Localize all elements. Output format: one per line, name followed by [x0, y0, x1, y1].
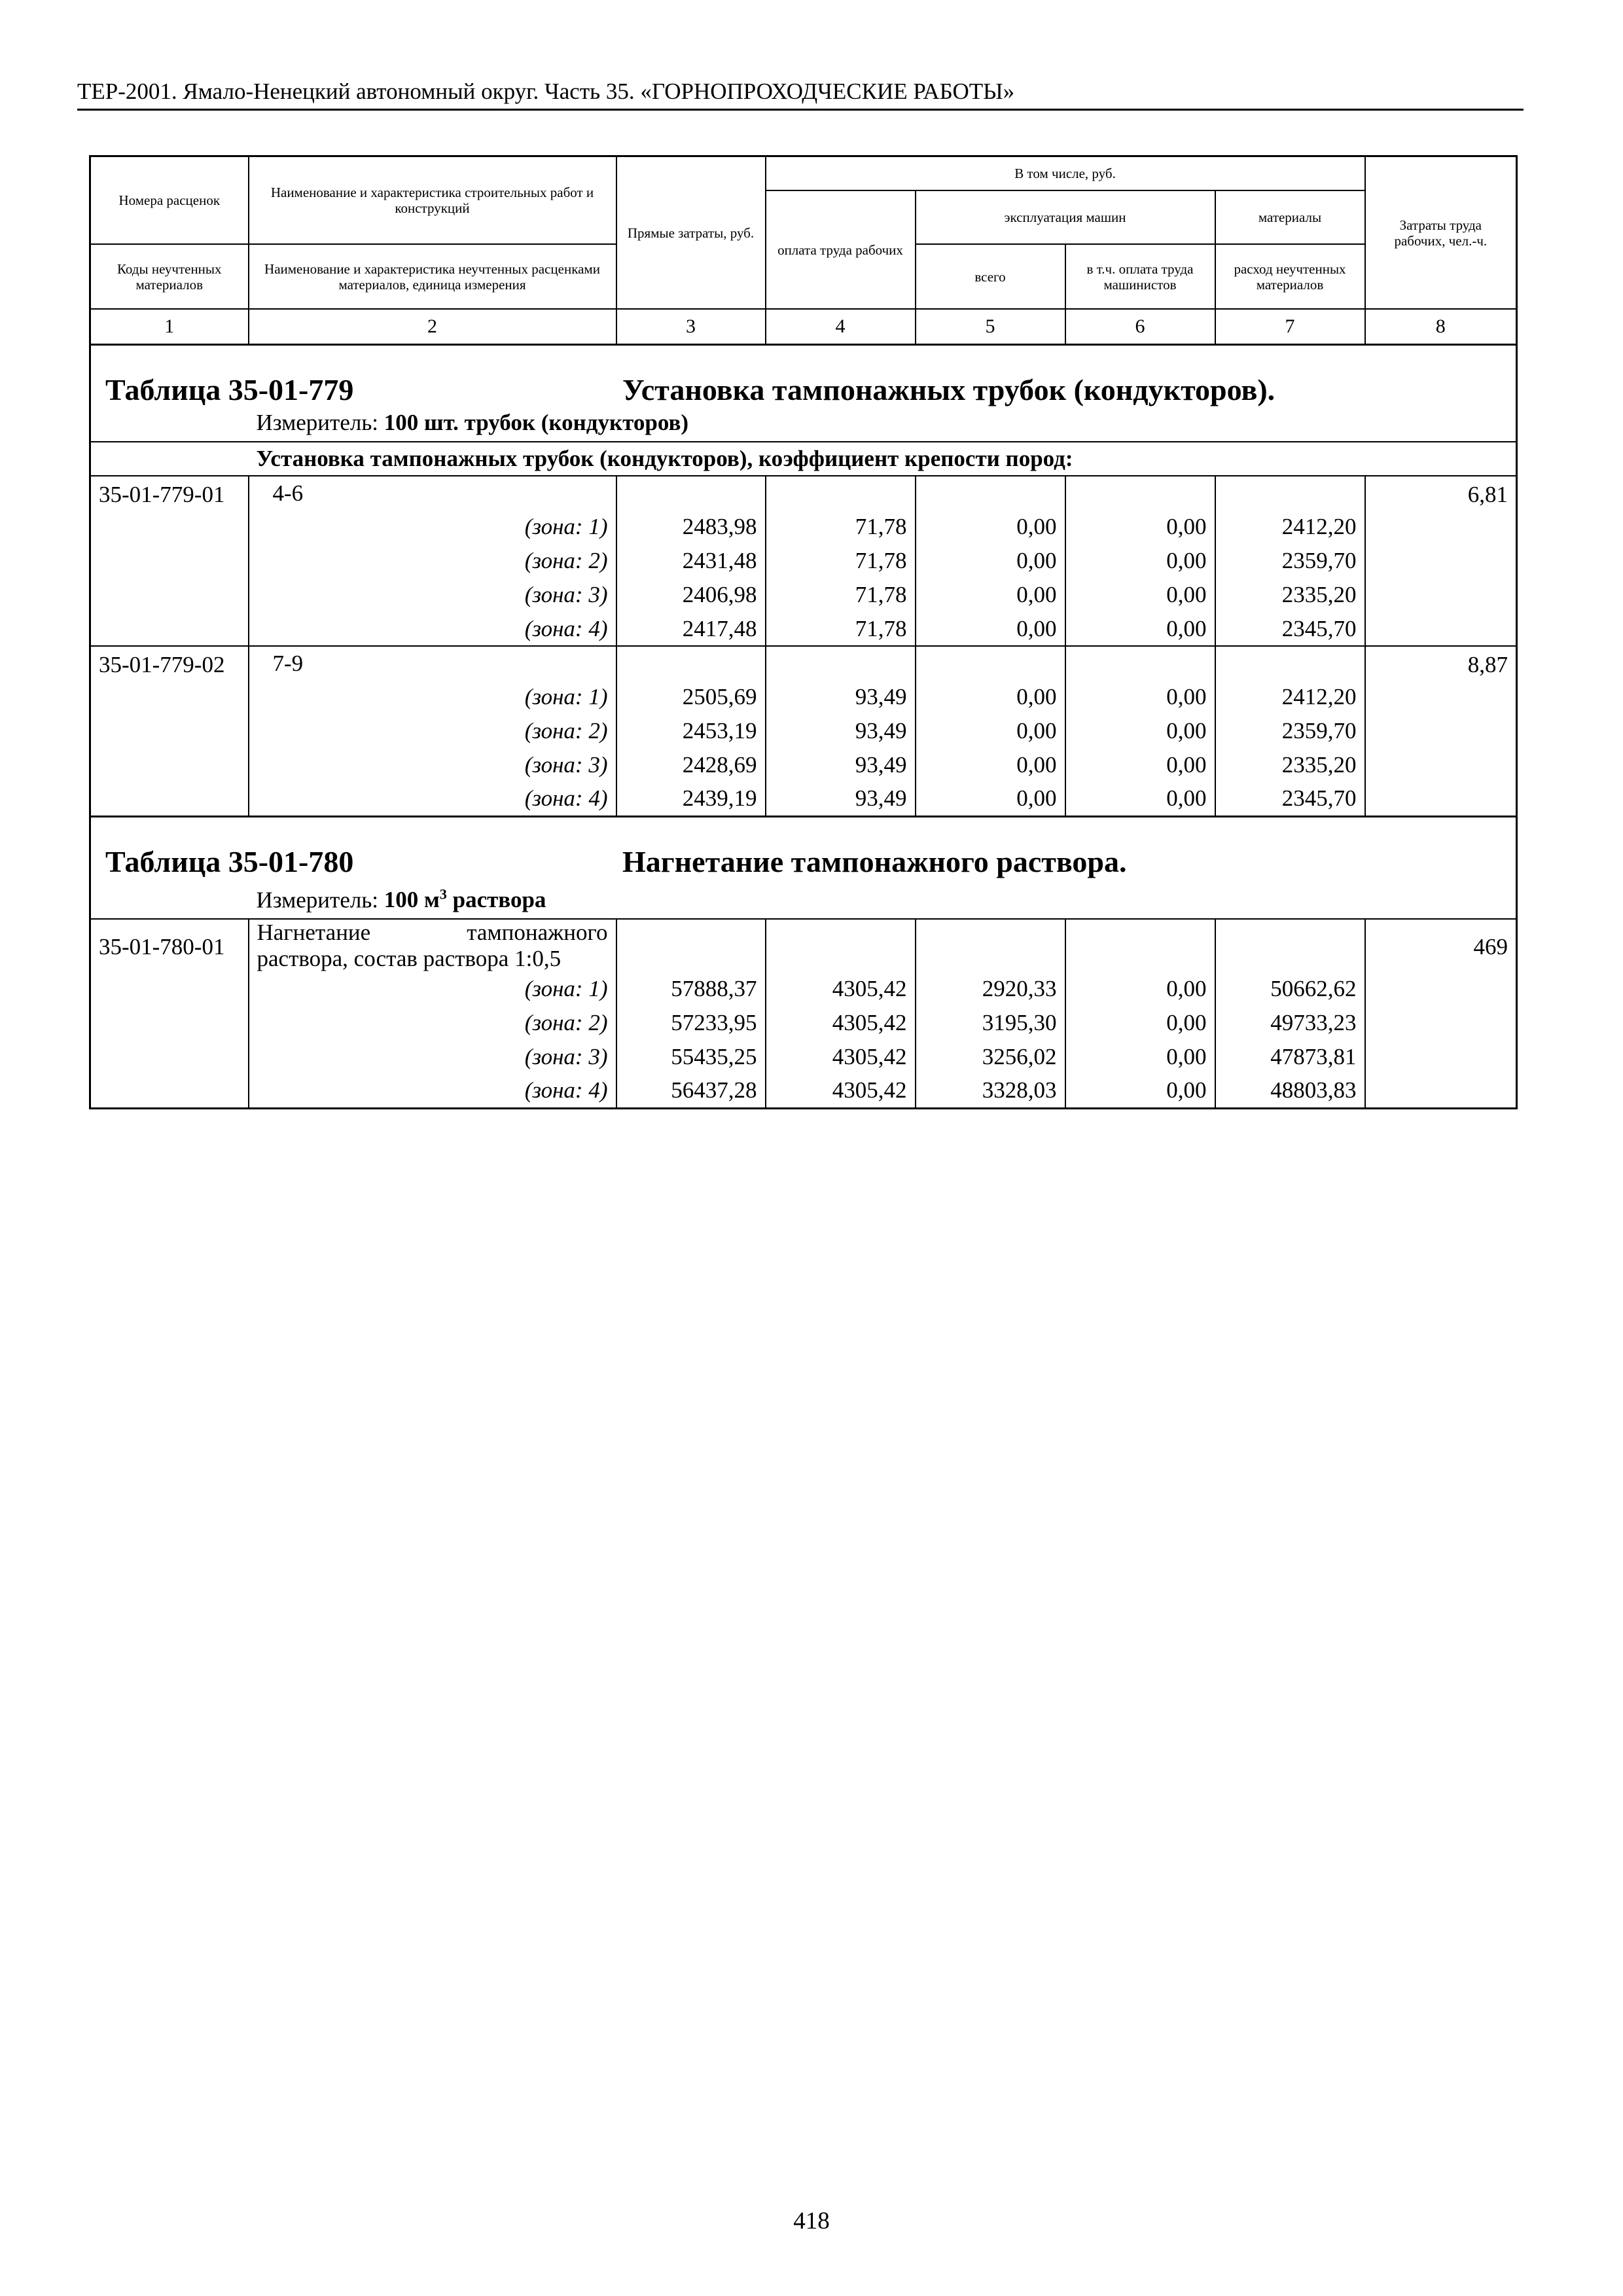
rate-description: 7-9 — [249, 646, 616, 680]
zone-row — [90, 1040, 1517, 1074]
zone-label: (зона: 3) — [524, 752, 608, 778]
machines-total: 0,00 — [916, 510, 1065, 544]
zone-row — [90, 578, 1517, 612]
labor-pay: 71,78 — [766, 578, 916, 612]
col-number: 1 — [90, 309, 249, 345]
zone-row — [90, 510, 1517, 544]
table-2-title: Нагнетание тампонажного раствора. — [622, 844, 1127, 878]
machinists-pay: 0,00 — [1065, 714, 1215, 748]
direct-cost: 2453,19 — [616, 714, 766, 748]
materials-cost: 2345,70 — [1215, 782, 1365, 816]
page-header: ТЕР-2001. Ямало-Ненецкий автономный округ. Часть 35. «ГОРНОПРОХОДЧЕСКИЕ РАБОТЫ» — [77, 77, 1524, 111]
zone-row — [90, 544, 1517, 578]
labor-pay: 71,78 — [766, 612, 916, 646]
zone-row — [90, 782, 1517, 816]
labor-pay: 4305,42 — [766, 1074, 916, 1108]
col-number: 5 — [916, 309, 1065, 345]
table-row — [90, 919, 1517, 972]
direct-cost: 2483,98 — [616, 510, 766, 544]
materials-cost: 2335,20 — [1215, 748, 1365, 782]
table-1-unit-row — [90, 408, 1517, 442]
zone-label: (зона: 2) — [524, 548, 608, 573]
zone-row — [90, 714, 1517, 748]
table-2-title-row — [90, 816, 1517, 880]
direct-cost: 2439,19 — [616, 782, 766, 816]
zone-row — [90, 1074, 1517, 1108]
table-row — [90, 646, 1517, 680]
direct-cost: 2428,69 — [616, 748, 766, 782]
table-2-number: Таблица 35-01-780 — [105, 844, 354, 878]
table-1-title: Установка тампонажных трубок (кондукторов). — [622, 373, 1275, 406]
col-number: 2 — [249, 309, 616, 345]
labor-pay: 93,49 — [766, 714, 916, 748]
col-number: 6 — [1065, 309, 1215, 345]
labor-pay: 71,78 — [766, 510, 916, 544]
direct-cost: 2417,48 — [616, 612, 766, 646]
table-1-subheading: Установка тампонажных трубок (кондукторов), коэффициент крепости пород: — [249, 442, 1517, 476]
materials-cost: 50662,62 — [1215, 972, 1365, 1006]
table-row — [90, 476, 1517, 510]
direct-cost: 2505,69 — [616, 680, 766, 714]
direct-cost: 57888,37 — [616, 972, 766, 1006]
table-1-subheading-row — [90, 442, 1517, 476]
zone-label: (зона: 3) — [524, 1044, 608, 1070]
machinists-pay: 0,00 — [1065, 544, 1215, 578]
table-2-unit-row — [90, 880, 1517, 920]
col-number: 3 — [616, 309, 766, 345]
machines-total: 3256,02 — [916, 1040, 1065, 1074]
zone-label: (зона: 4) — [524, 1077, 608, 1103]
table-2-unit-label: Измеритель: — [256, 887, 379, 913]
machines-total: 3195,30 — [916, 1006, 1065, 1040]
col-header-labor: оплата труда рабочих — [766, 190, 916, 309]
materials-cost: 48803,83 — [1215, 1074, 1365, 1108]
col-header-name-unaccounted: Наименование и характеристика неучтенных расценками материалов, единица измерения — [249, 244, 616, 309]
zone-row — [90, 612, 1517, 646]
col-header-labor-cost: Затраты труда рабочих, чел.-ч. — [1365, 156, 1517, 310]
machines-total: 0,00 — [916, 578, 1065, 612]
table-1-unit-value: 100 шт. трубок (кондукторов) — [383, 410, 689, 435]
col-header-name: Наименование и характеристика строительных работ и конструкций — [249, 156, 616, 245]
machinists-pay: 0,00 — [1065, 1006, 1215, 1040]
materials-cost: 2345,70 — [1215, 612, 1365, 646]
col-header-direct: Прямые затраты, руб. — [616, 156, 766, 310]
zone-label: (зона: 1) — [524, 514, 608, 539]
machines-total: 0,00 — [916, 714, 1065, 748]
machines-total: 0,00 — [916, 680, 1065, 714]
materials-cost: 2359,70 — [1215, 714, 1365, 748]
zone-row — [90, 1006, 1517, 1040]
rates-table — [89, 155, 1518, 1109]
table-1-unit-label: Измеритель: — [256, 410, 379, 435]
rate-code: 35-01-780-01 — [90, 919, 249, 972]
rate-code: 35-01-779-02 — [90, 646, 249, 680]
zone-label: (зона: 1) — [524, 976, 608, 1002]
machinists-pay: 0,00 — [1065, 1074, 1215, 1108]
direct-cost: 2406,98 — [616, 578, 766, 612]
col-header-consumption: расход неучтенных материалов — [1215, 244, 1365, 309]
materials-cost: 47873,81 — [1215, 1040, 1365, 1074]
machines-total: 0,00 — [916, 748, 1065, 782]
materials-cost: 2335,20 — [1215, 578, 1365, 612]
direct-cost: 56437,28 — [616, 1074, 766, 1108]
table-1-number: Таблица 35-01-779 — [105, 373, 354, 406]
machines-total: 2920,33 — [916, 972, 1065, 1006]
materials-cost: 49733,23 — [1215, 1006, 1365, 1040]
machinists-pay: 0,00 — [1065, 578, 1215, 612]
col-number: 7 — [1215, 309, 1365, 345]
direct-cost: 55435,25 — [616, 1040, 766, 1074]
table-1-title-row — [90, 345, 1517, 409]
zone-label: (зона: 2) — [524, 718, 608, 744]
zone-row — [90, 748, 1517, 782]
machines-total: 0,00 — [916, 782, 1065, 816]
labor-pay: 93,49 — [766, 782, 916, 816]
labor-pay: 4305,42 — [766, 1040, 916, 1074]
zone-label: (зона: 3) — [524, 582, 608, 607]
page-number: 418 — [793, 2208, 830, 2234]
zone-label: (зона: 4) — [524, 615, 608, 641]
labor-pay: 93,49 — [766, 680, 916, 714]
zone-label: (зона: 2) — [524, 1010, 608, 1036]
labor-pay: 71,78 — [766, 544, 916, 578]
zone-label: (зона: 4) — [524, 785, 608, 812]
machinists-pay: 0,00 — [1065, 972, 1215, 1006]
machinists-pay: 0,00 — [1065, 748, 1215, 782]
labor-pay: 4305,42 — [766, 1006, 916, 1040]
machinists-pay: 0,00 — [1065, 510, 1215, 544]
col-header-total: всего — [916, 244, 1065, 309]
labor-pay: 4305,42 — [766, 972, 916, 1006]
zone-label: (зона: 1) — [524, 684, 608, 709]
machinists-pay: 0,00 — [1065, 782, 1215, 816]
machinists-pay: 0,00 — [1065, 612, 1215, 646]
materials-cost: 2412,20 — [1215, 680, 1365, 714]
rate-description: Нагнетание тампонажного раствора, состав раствора 1:0,5 — [249, 919, 616, 972]
materials-cost: 2359,70 — [1215, 544, 1365, 578]
col-number: 4 — [766, 309, 916, 345]
col-header-machines: эксплуатация машин — [916, 190, 1215, 244]
labor-hours: 6,81 — [1365, 476, 1517, 510]
machinists-pay: 0,00 — [1065, 1040, 1215, 1074]
rate-description: 4-6 — [249, 476, 616, 510]
zone-row — [90, 680, 1517, 714]
machines-total: 0,00 — [916, 544, 1065, 578]
table-2-unit-value: 100 $м^3$ раствора — [383, 886, 546, 913]
zone-row — [90, 972, 1517, 1006]
materials-cost: 2412,20 — [1215, 510, 1365, 544]
labor-hours: 469 — [1365, 919, 1517, 972]
machines-total: 3328,03 — [916, 1074, 1065, 1108]
col-number: 8 — [1365, 309, 1517, 345]
col-header-numbers: Номера расценок — [90, 156, 249, 245]
machines-total: 0,00 — [916, 612, 1065, 646]
direct-cost: 57233,95 — [616, 1006, 766, 1040]
labor-pay: 93,49 — [766, 748, 916, 782]
col-header-including: В том числе, руб. — [766, 156, 1365, 191]
col-header-machinists: в т.ч. оплата труда машинистов — [1065, 244, 1215, 309]
direct-cost: 2431,48 — [616, 544, 766, 578]
col-header-materials: материалы — [1215, 190, 1365, 244]
col-header-codes: Коды неучтенных материалов — [90, 244, 249, 309]
rate-code: 35-01-779-01 — [90, 476, 249, 510]
labor-hours: 8,87 — [1365, 646, 1517, 680]
machinists-pay: 0,00 — [1065, 680, 1215, 714]
